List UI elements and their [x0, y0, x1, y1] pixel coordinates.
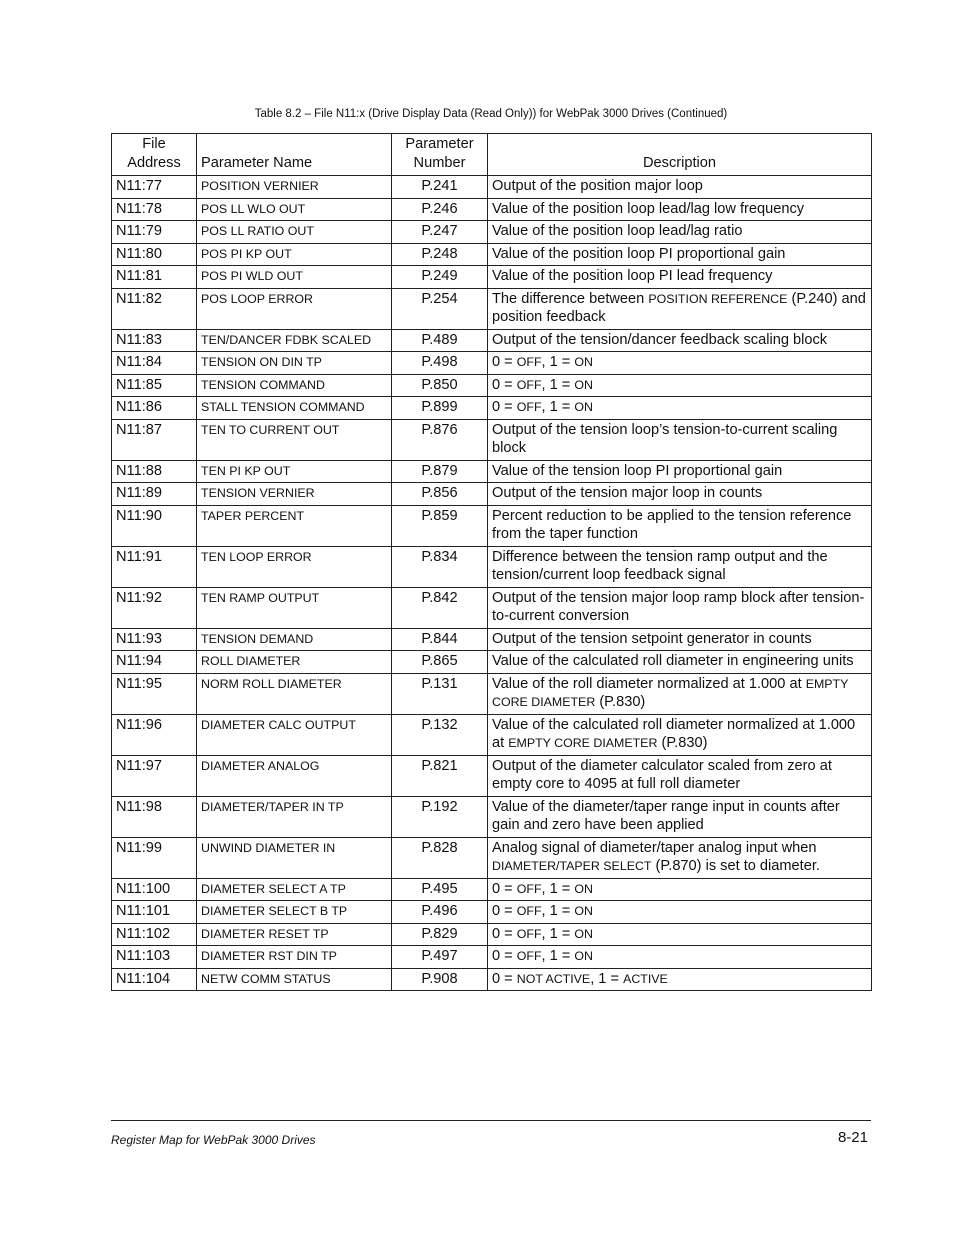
description-text: Output of the tension/dancer feedback scaling block — [492, 331, 828, 348]
parameter-reference: OFF — [516, 355, 542, 369]
header-parameter-name: Parameter Name — [197, 134, 392, 176]
table-row — [112, 397, 872, 420]
parameter-name-cell: DIAMETER RST DIN TP — [197, 946, 392, 969]
table-row — [112, 483, 872, 506]
footer-document-title: Register Map for WebPak 3000 Drives — [111, 1133, 316, 1147]
description-cell — [488, 628, 872, 651]
parameter-number-cell: P.856 — [392, 483, 488, 506]
description-text: , 1 = — [541, 903, 575, 919]
parameter-reference: OFF — [516, 400, 542, 414]
parameter-reference: ON — [574, 377, 593, 392]
parameter-number-cell: P.489 — [392, 329, 488, 352]
description-cell — [488, 673, 872, 714]
parameter-reference: ON — [574, 355, 593, 369]
file-address-cell: N11:87 — [112, 419, 197, 460]
parameter-number-cell: P.192 — [392, 796, 488, 837]
file-address-cell: N11:92 — [112, 587, 197, 628]
description-cell — [488, 546, 872, 587]
description-cell — [488, 714, 872, 755]
file-address-cell: N11:86 — [112, 397, 197, 420]
description-text: , 1 = — [541, 880, 575, 897]
description-cell — [488, 243, 872, 266]
description-text: The difference between — [492, 290, 649, 307]
description-cell — [488, 505, 872, 546]
table-row — [112, 796, 872, 837]
description-cell — [488, 796, 872, 837]
parameter-number-cell: P.249 — [392, 266, 488, 289]
header-parameter-number: Parameter Number — [392, 134, 488, 176]
table-row — [112, 878, 872, 901]
parameter-name-cell: POS PI WLD OUT — [197, 266, 392, 289]
parameter-name-cell: TEN/DANCER FDBK SCALED — [197, 329, 392, 352]
description-text: (P.240) and position feedback — [492, 290, 866, 325]
parameter-number-cell: P.908 — [392, 968, 488, 991]
file-address-cell: N11:99 — [112, 837, 197, 878]
parameter-number-cell: P.842 — [392, 587, 488, 628]
description-text: Percent reduction to be applied to the tension reference from the taper function — [492, 507, 852, 542]
parameter-number-cell: P.899 — [392, 397, 488, 420]
description-text: Value of the position loop lead/lag ratio — [492, 223, 743, 239]
parameter-name-cell: DIAMETER SELECT A TP — [197, 878, 392, 901]
parameter-reference: ON — [574, 881, 593, 896]
file-address-cell: N11:104 — [112, 968, 197, 991]
description-cell — [488, 288, 872, 329]
parameter-reference: DIAMETER/TAPER SELECT — [492, 859, 652, 873]
parameter-number-cell: P.498 — [392, 352, 488, 375]
file-address-cell: N11:89 — [112, 483, 197, 506]
parameter-name-cell: NORM ROLL DIAMETER — [197, 673, 392, 714]
table-body — [112, 176, 872, 991]
description-text: (P.830) — [657, 735, 708, 751]
parameter-name-cell: DIAMETER/TAPER IN TP — [197, 796, 392, 837]
parameter-name-cell: TAPER PERCENT — [197, 505, 392, 546]
parameter-name-cell: TEN PI KP OUT — [197, 460, 392, 483]
description-cell — [488, 374, 872, 397]
parameter-number-cell: P.850 — [392, 374, 488, 397]
header-file-address: File Address — [112, 134, 197, 176]
description-text: Value of the diameter/taper range input in counts after gain and zero have been applied — [492, 798, 840, 833]
table-row — [112, 329, 872, 352]
parameter-number-cell: P.495 — [392, 878, 488, 901]
table-row — [112, 266, 872, 289]
header-description: Description — [488, 134, 872, 176]
description-text: 0 = — [492, 970, 517, 987]
parameter-number-cell: P.859 — [392, 505, 488, 546]
description-cell — [488, 923, 872, 946]
file-address-cell: N11:90 — [112, 505, 197, 546]
parameter-reference: ON — [574, 904, 593, 918]
table-row — [112, 755, 872, 796]
parameter-reference: OFF — [516, 377, 542, 392]
description-text: , 1 = — [541, 948, 575, 964]
parameter-name-cell: STALL TENSION COMMAND — [197, 397, 392, 420]
parameter-reference: ON — [574, 400, 593, 414]
description-text: 0 = — [492, 948, 517, 964]
table-row — [112, 546, 872, 587]
table-header-row — [112, 134, 872, 176]
description-cell — [488, 946, 872, 969]
description-cell — [488, 587, 872, 628]
table-row — [112, 946, 872, 969]
parameter-number-cell: P.246 — [392, 198, 488, 221]
description-cell — [488, 266, 872, 289]
file-address-cell: N11:91 — [112, 546, 197, 587]
description-text: Difference between the tension ramp output and the tension/current loop feedback signal — [492, 548, 828, 583]
description-text: , 1 = — [541, 354, 575, 370]
parameter-reference: ON — [574, 926, 593, 941]
table-row — [112, 352, 872, 375]
description-cell — [488, 176, 872, 199]
parameter-number-cell: P.865 — [392, 651, 488, 674]
table-row — [112, 923, 872, 946]
parameter-reference: NOT ACTIVE — [516, 971, 591, 986]
description-text: 0 = — [492, 903, 517, 919]
parameter-name-cell: DIAMETER RESET TP — [197, 923, 392, 946]
description-cell — [488, 397, 872, 420]
parameter-name-cell: NETW COMM STATUS — [197, 968, 392, 991]
table-row — [112, 714, 872, 755]
description-text: 0 = — [492, 354, 517, 370]
file-address-cell: N11:77 — [112, 176, 197, 199]
file-address-cell: N11:96 — [112, 714, 197, 755]
parameter-name-cell: UNWIND DIAMETER IN — [197, 837, 392, 878]
description-cell — [488, 329, 872, 352]
description-text: 0 = — [492, 376, 517, 393]
parameter-reference: ON — [574, 949, 593, 963]
description-text: Value of the roll diameter normalized at 1.000 at — [492, 675, 806, 692]
parameter-name-cell: TENSION COMMAND — [197, 374, 392, 397]
description-cell — [488, 837, 872, 878]
description-text: (P.830) — [595, 694, 646, 710]
description-cell — [488, 460, 872, 483]
parameter-name-cell: TENSION DEMAND — [197, 628, 392, 651]
table-row — [112, 176, 872, 199]
file-address-cell: N11:93 — [112, 628, 197, 651]
table-row — [112, 221, 872, 244]
parameter-table — [111, 133, 872, 991]
description-text: Output of the tension setpoint generator in counts — [492, 630, 812, 647]
parameter-name-cell: ROLL DIAMETER — [197, 651, 392, 674]
parameter-name-cell: TENSION VERNIER — [197, 483, 392, 506]
footer-divider — [111, 1120, 871, 1121]
table-row — [112, 968, 872, 991]
description-text: 0 = — [492, 880, 517, 897]
parameter-name-cell: DIAMETER SELECT B TP — [197, 901, 392, 924]
description-text: Value of the calculated roll diameter normalized at 1.000 at — [492, 716, 856, 751]
description-text: Value of the position loop PI proportional gain — [492, 245, 786, 262]
parameter-number-cell: P.876 — [392, 419, 488, 460]
description-cell — [488, 901, 872, 924]
description-cell — [488, 651, 872, 674]
parameter-reference: OFF — [516, 881, 542, 896]
description-text: Value of the position loop lead/lag low frequency — [492, 200, 805, 217]
file-address-cell: N11:100 — [112, 878, 197, 901]
parameter-number-cell: P.132 — [392, 714, 488, 755]
description-cell — [488, 352, 872, 375]
table-row — [112, 460, 872, 483]
table-row — [112, 288, 872, 329]
description-cell — [488, 968, 872, 991]
parameter-name-cell: DIAMETER ANALOG — [197, 755, 392, 796]
parameter-number-cell: P.844 — [392, 628, 488, 651]
table-row — [112, 419, 872, 460]
parameter-name-cell: POS LL RATIO OUT — [197, 221, 392, 244]
parameter-number-cell: P.248 — [392, 243, 488, 266]
description-text: Output of the diameter calculator scaled from zero at empty core to 4095 at full roll diameter — [492, 757, 832, 792]
parameter-name-cell: DIAMETER CALC OUTPUT — [197, 714, 392, 755]
description-cell — [488, 221, 872, 244]
description-cell — [488, 483, 872, 506]
table-row — [112, 243, 872, 266]
parameter-name-cell: POS LOOP ERROR — [197, 288, 392, 329]
table-row — [112, 837, 872, 878]
parameter-name-cell: TENSION ON DIN TP — [197, 352, 392, 375]
description-text: Output of the position major loop — [492, 178, 703, 194]
parameter-reference: OFF — [516, 926, 542, 941]
file-address-cell: N11:101 — [112, 901, 197, 924]
description-text: Value of the position loop PI lead frequency — [492, 268, 773, 284]
table-row — [112, 198, 872, 221]
parameter-reference: OFF — [516, 904, 542, 918]
table-caption: Table 8.2 – File N11:x (Drive Display Data (Read Only)) for WebPak 3000 Drives (Continued) — [254, 108, 728, 120]
file-address-cell: N11:84 — [112, 352, 197, 375]
file-address-cell: N11:79 — [112, 221, 197, 244]
parameter-number-cell: P.131 — [392, 673, 488, 714]
description-text: 0 = — [492, 399, 517, 415]
description-cell — [488, 419, 872, 460]
parameter-name-cell: TEN TO CURRENT OUT — [197, 419, 392, 460]
parameter-reference: ACTIVE — [623, 971, 668, 986]
parameter-reference: OFF — [516, 949, 542, 963]
parameter-number-cell: P.879 — [392, 460, 488, 483]
description-text: Output of the tension major loop in counts — [492, 485, 763, 501]
file-address-cell: N11:97 — [112, 755, 197, 796]
table-row — [112, 651, 872, 674]
description-text: Value of the calculated roll diameter in engineering units — [492, 653, 854, 669]
file-address-cell: N11:78 — [112, 198, 197, 221]
file-address-cell: N11:102 — [112, 923, 197, 946]
description-text: Analog signal of diameter/taper analog input when — [492, 839, 817, 856]
parameter-number-cell: P.829 — [392, 923, 488, 946]
parameter-name-cell: POS PI KP OUT — [197, 243, 392, 266]
table-row — [112, 374, 872, 397]
table-row — [112, 673, 872, 714]
description-text: Output of the tension loop’s tension-to-current scaling block — [492, 421, 838, 456]
parameter-number-cell: P.834 — [392, 546, 488, 587]
parameter-name-cell: TEN RAMP OUTPUT — [197, 587, 392, 628]
description-text: , 1 = — [590, 970, 624, 987]
parameter-number-cell: P.254 — [392, 288, 488, 329]
parameter-number-cell: P.821 — [392, 755, 488, 796]
parameter-reference: EMPTY CORE DIAMETER — [492, 676, 849, 709]
file-address-cell: N11:81 — [112, 266, 197, 289]
page-number: 8-21 — [837, 1129, 868, 1146]
table-row — [112, 901, 872, 924]
table-row — [112, 505, 872, 546]
table-row — [112, 628, 872, 651]
file-address-cell: N11:82 — [112, 288, 197, 329]
description-text: 0 = — [492, 925, 517, 942]
file-address-cell: N11:103 — [112, 946, 197, 969]
parameter-name-cell: POS LL WLO OUT — [197, 198, 392, 221]
description-text: Value of the tension loop PI proportional gain — [492, 462, 783, 479]
description-text: , 1 = — [541, 376, 575, 393]
description-text: , 1 = — [541, 399, 575, 415]
file-address-cell: N11:95 — [112, 673, 197, 714]
file-address-cell: N11:98 — [112, 796, 197, 837]
parameter-number-cell: P.497 — [392, 946, 488, 969]
parameter-name-cell: TEN LOOP ERROR — [197, 546, 392, 587]
description-text: (P.870) is set to diameter. — [651, 858, 820, 874]
parameter-name-cell: POSITION VERNIER — [197, 176, 392, 199]
file-address-cell: N11:88 — [112, 460, 197, 483]
file-address-cell: N11:83 — [112, 329, 197, 352]
parameter-number-cell: P.496 — [392, 901, 488, 924]
description-cell — [488, 198, 872, 221]
file-address-cell: N11:94 — [112, 651, 197, 674]
file-address-cell: N11:85 — [112, 374, 197, 397]
parameter-number-cell: P.828 — [392, 837, 488, 878]
parameter-number-cell: P.247 — [392, 221, 488, 244]
parameter-reference: POSITION REFERENCE — [648, 291, 788, 306]
parameter-number-cell: P.241 — [392, 176, 488, 199]
description-text: Output of the tension major loop ramp block after tension-to-current conversion — [492, 589, 865, 624]
description-cell — [488, 755, 872, 796]
description-text: , 1 = — [541, 925, 575, 942]
file-address-cell: N11:80 — [112, 243, 197, 266]
description-cell — [488, 878, 872, 901]
table-row — [112, 587, 872, 628]
parameter-reference: EMPTY CORE DIAMETER — [508, 736, 658, 750]
